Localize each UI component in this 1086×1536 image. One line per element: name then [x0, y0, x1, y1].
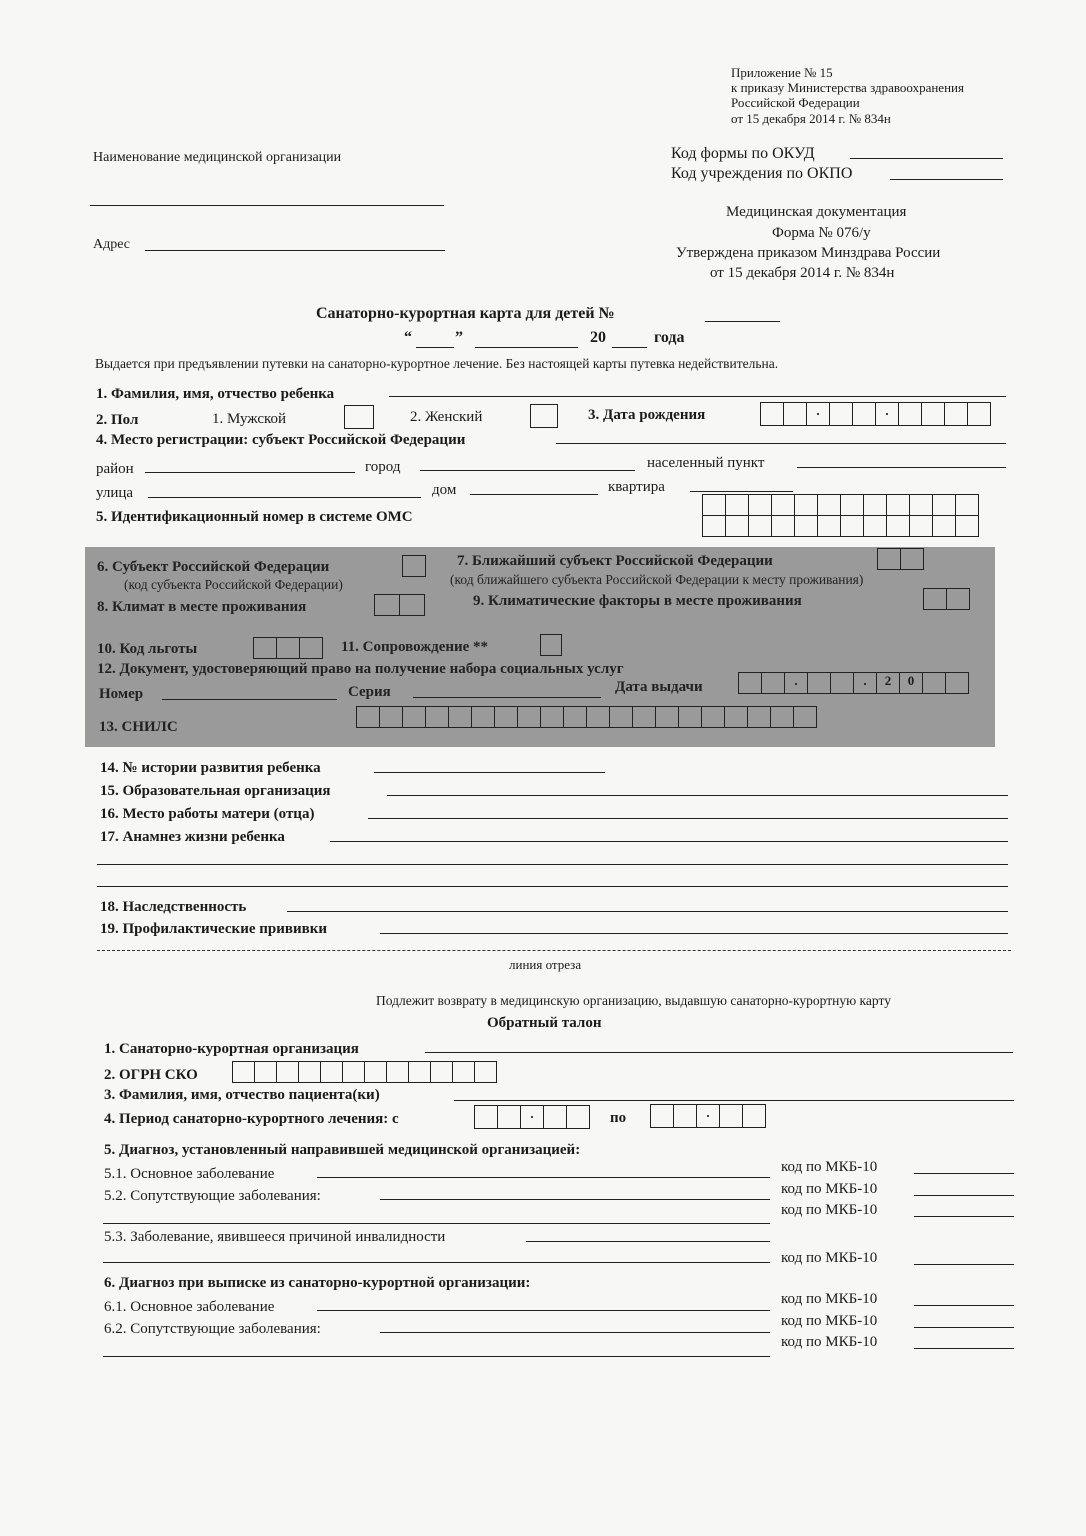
- ogrn-cell[interactable]: [320, 1061, 343, 1083]
- locality-line[interactable]: [797, 467, 1006, 468]
- return-4-label: 4. Период санаторно-курортного лечения: с: [104, 1111, 399, 1127]
- cut-line-label: линия отреза: [509, 957, 582, 972]
- appendix-line-3: Российской Федерации: [731, 95, 860, 110]
- oms-number-cell[interactable]: [955, 515, 979, 537]
- return-2-label: 2. ОГРН СКО: [104, 1067, 198, 1083]
- doc-issue-date-label: Дата выдачи: [615, 679, 703, 695]
- mkb-label-4: код по МКБ-10: [781, 1250, 878, 1266]
- field-10-label: 10. Код льготы: [97, 641, 198, 657]
- sex-female-label: 2. Женский: [410, 409, 483, 425]
- mkb-line-4[interactable]: [914, 1264, 1014, 1265]
- field-14-label: 14. № истории развития ребенка: [100, 760, 321, 776]
- oms-number-cell[interactable]: [702, 494, 726, 516]
- anamnesis-line-1[interactable]: [330, 841, 1008, 842]
- field-18-label: 18. Наследственность: [100, 899, 247, 915]
- return-5-1-label: 5.1. Основное заболевание: [104, 1166, 275, 1182]
- return-5-label: 5. Диагноз, установленный направившей медицинской организацией:: [104, 1142, 581, 1158]
- birth-date-dot-1: .: [806, 402, 830, 426]
- cut-line: [97, 950, 1011, 951]
- field-7-sublabel: (код ближайшего субъекта Российской Федерации к месту проживания): [450, 572, 864, 587]
- snils-cell[interactable]: [586, 706, 610, 728]
- apartment-label: квартира: [608, 479, 665, 495]
- oms-number-cell[interactable]: [909, 494, 933, 516]
- ogrn-cell[interactable]: [232, 1061, 255, 1083]
- ogrn-cell[interactable]: [408, 1061, 431, 1083]
- oms-number-cell[interactable]: [932, 515, 956, 537]
- snils-cell[interactable]: [448, 706, 472, 728]
- oms-number-cell[interactable]: [840, 515, 864, 537]
- field-15-label: 15. Образовательная организация: [100, 783, 331, 799]
- mkb-line-1[interactable]: [914, 1173, 1014, 1174]
- snils-cell[interactable]: [425, 706, 449, 728]
- field-11-label: 11. Сопровождение **: [341, 639, 489, 655]
- issue-year-digit-2: 0: [899, 672, 923, 694]
- card-note: Выдается при предъявлении путевки на санаторно-курортное лечение. Без настоящей карты путевка недействительна.: [95, 356, 779, 371]
- oms-number-cell[interactable]: [863, 494, 887, 516]
- date-month-line[interactable]: [475, 347, 578, 348]
- comorbid-line-2[interactable]: [103, 1223, 770, 1224]
- oms-number-cell[interactable]: [794, 494, 818, 516]
- region-code-box[interactable]: [402, 555, 426, 577]
- year-prefix: 20: [590, 329, 606, 346]
- sex-female-checkbox[interactable]: [530, 404, 558, 428]
- snils-cell[interactable]: [609, 706, 633, 728]
- oms-number-cell[interactable]: [817, 494, 841, 516]
- ogrn-cell[interactable]: [364, 1061, 387, 1083]
- ogrn-cell[interactable]: [452, 1061, 475, 1083]
- escort-checkbox[interactable]: [540, 634, 562, 656]
- field-12-label: 12. Документ, удостоверяющий право на получение набора социальных услуг: [97, 661, 624, 677]
- snils-cell[interactable]: [747, 706, 771, 728]
- mkb-line-2[interactable]: [914, 1195, 1014, 1196]
- return-notice: Подлежит возврату в медицинскую организацию, выдавшую санаторно-курортную карту: [376, 993, 891, 1008]
- doc-number-line[interactable]: [162, 699, 337, 700]
- ogrn-cell[interactable]: [430, 1061, 453, 1083]
- issue-date-dot-1: .: [784, 672, 808, 694]
- ogrn-cell[interactable]: [342, 1061, 365, 1083]
- anamnesis-line-2[interactable]: [97, 864, 1008, 865]
- return-6-label: 6. Диагноз при выписке из санаторно-курортной организации:: [104, 1275, 531, 1291]
- oms-number-cell[interactable]: [863, 515, 887, 537]
- doc-line-2: Форма № 076/у: [772, 225, 871, 241]
- ogrn-cell[interactable]: [298, 1061, 321, 1083]
- date-close-quote: ”: [455, 329, 463, 346]
- mkb-label-1: код по МКБ-10: [781, 1159, 878, 1175]
- district-line[interactable]: [145, 472, 355, 473]
- field-16-label: 16. Место работы матери (отца): [100, 806, 315, 822]
- locality-label: населенный пункт: [647, 455, 765, 471]
- address-line[interactable]: [145, 250, 445, 251]
- street-label: улица: [96, 485, 134, 501]
- snils-cell[interactable]: [356, 706, 380, 728]
- doc-series-line[interactable]: [413, 697, 601, 698]
- mkb-line-3[interactable]: [914, 1216, 1014, 1217]
- heredity-line[interactable]: [287, 911, 1008, 912]
- oms-number-cell[interactable]: [955, 494, 979, 516]
- oms-number-cell[interactable]: [817, 515, 841, 537]
- patient-name-line[interactable]: [454, 1100, 1014, 1101]
- period-to-cells[interactable]: [650, 1104, 765, 1128]
- city-label: город: [365, 459, 401, 475]
- sex-male-checkbox[interactable]: [344, 405, 374, 429]
- oms-number-cell[interactable]: [748, 494, 772, 516]
- oms-number-cell[interactable]: [840, 494, 864, 516]
- field-6-label: 6. Субъект Российской Федерации: [97, 559, 330, 575]
- mkb-line-5[interactable]: [914, 1305, 1014, 1306]
- snils-cell[interactable]: [379, 706, 403, 728]
- doc-series-label: Серия: [348, 684, 391, 700]
- okud-line[interactable]: [850, 158, 1003, 159]
- org-name-label: Наименование медицинской организации: [93, 150, 342, 165]
- return-1-label: 1. Санаторно-курортная организация: [104, 1041, 359, 1057]
- field-7-label: 7. Ближайший субъект Российской Федерации: [457, 553, 773, 569]
- benefit-code-cells[interactable]: [253, 637, 322, 659]
- oms-number-cell[interactable]: [794, 515, 818, 537]
- card-number-line[interactable]: [705, 321, 780, 322]
- oms-number-cell[interactable]: [748, 515, 772, 537]
- oms-number-cell[interactable]: [702, 515, 726, 537]
- date-open-quote: “: [404, 329, 412, 346]
- house-label: дом: [432, 482, 457, 498]
- oms-number-cell[interactable]: [725, 515, 749, 537]
- ogrn-cell[interactable]: [386, 1061, 409, 1083]
- date-day-line[interactable]: [416, 347, 454, 348]
- discharge-comorbid-line-2[interactable]: [103, 1356, 770, 1357]
- doc-line-4: от 15 декабря 2014 г. № 834н: [710, 265, 895, 281]
- ogrn-cell[interactable]: [276, 1061, 299, 1083]
- snils-cell[interactable]: [701, 706, 725, 728]
- field-5-label: 5. Идентификационный номер в системе ОМС: [96, 509, 413, 525]
- snils-cell[interactable]: [563, 706, 587, 728]
- okpo-line[interactable]: [890, 179, 1003, 180]
- issue-year-digit-1: 2: [876, 672, 900, 694]
- history-number-line[interactable]: [374, 772, 605, 773]
- house-line[interactable]: [470, 494, 598, 495]
- city-line[interactable]: [420, 470, 635, 471]
- snils-cell[interactable]: [632, 706, 656, 728]
- period-to-label: по: [610, 1110, 627, 1126]
- field-13-label: 13. СНИЛС: [99, 719, 178, 735]
- field-1-label: 1. Фамилия, имя, отчество ребенка: [96, 386, 335, 402]
- oms-number-cell[interactable]: [771, 494, 795, 516]
- field-8-label: 8. Климат в месте проживания: [97, 599, 307, 615]
- mkb-label-3: код по МКБ-10: [781, 1202, 878, 1218]
- org-name-line[interactable]: [90, 205, 444, 206]
- mkb-label-6: код по МКБ-10: [781, 1313, 878, 1329]
- date-year-line[interactable]: [612, 347, 647, 348]
- parent-work-line[interactable]: [368, 818, 1008, 819]
- anamnesis-line-3[interactable]: [97, 886, 1008, 887]
- doc-line-3: Утверждена приказом Минздрава России: [676, 245, 941, 261]
- child-name-line[interactable]: [389, 396, 1006, 397]
- birth-date-dot-2: .: [875, 402, 899, 426]
- apartment-line[interactable]: [690, 491, 793, 492]
- mkb-label-7: код по МКБ-10: [781, 1334, 878, 1350]
- birth-date-cells[interactable]: [760, 402, 990, 426]
- field-3-label: 3. Дата рождения: [588, 407, 706, 423]
- field-17-label: 17. Анамнез жизни ребенка: [100, 829, 285, 845]
- oms-number-cell[interactable]: [771, 515, 795, 537]
- snils-cell[interactable]: [494, 706, 518, 728]
- appendix-line-2: к приказу Министерства здравоохранения: [731, 80, 964, 95]
- discharge-comorbid-line-1[interactable]: [380, 1332, 770, 1333]
- return-6-1-label: 6.1. Основное заболевание: [104, 1299, 275, 1315]
- appendix-line-1: Приложение № 15: [731, 65, 833, 80]
- discharge-main-line[interactable]: [317, 1310, 770, 1311]
- mkb-label-2: код по МКБ-10: [781, 1181, 878, 1197]
- ogrn-cell[interactable]: [254, 1061, 277, 1083]
- period-from-dot: .: [520, 1105, 544, 1129]
- sanatorium-org-line[interactable]: [425, 1052, 1013, 1053]
- oms-number-cell[interactable]: [886, 494, 910, 516]
- street-line[interactable]: [148, 497, 421, 498]
- return-5-3-label: 5.3. Заболевание, явившееся причиной инвалидности: [104, 1229, 446, 1245]
- issue-date-dot-2: .: [853, 672, 877, 694]
- climate-cells[interactable]: [374, 594, 424, 616]
- climate-factors-cells[interactable]: [923, 588, 969, 610]
- field-9-label: 9. Климатические факторы в месте проживания: [473, 593, 802, 609]
- doc-line-1: Медицинская документация: [726, 204, 907, 220]
- return-6-2-label: 6.2. Сопутствующие заболевания:: [104, 1321, 321, 1337]
- okpo-label: Код учреждения по ОКПО: [671, 165, 853, 182]
- sex-male-label: 1. Мужской: [212, 411, 287, 427]
- comorbid-line-1[interactable]: [380, 1199, 770, 1200]
- ogrn-cell[interactable]: [474, 1061, 497, 1083]
- snils-cell[interactable]: [770, 706, 794, 728]
- card-title: Санаторно-курортная карта для детей №: [316, 305, 615, 322]
- field-4-label: 4. Место регистрации: субъект Российской Федерации: [96, 432, 466, 448]
- snils-cell[interactable]: [724, 706, 748, 728]
- issue-date-cells[interactable]: [738, 672, 968, 694]
- return-slip-title: Обратный талон: [487, 1015, 602, 1031]
- disability-cause-line[interactable]: [526, 1241, 770, 1242]
- return-5-2-label: 5.2. Сопутствующие заболевания:: [104, 1188, 321, 1204]
- field-19-label: 19. Профилактические прививки: [100, 921, 328, 937]
- period-from-cells[interactable]: [474, 1105, 589, 1129]
- appendix-line-4: от 15 декабря 2014 г. № 834н: [731, 111, 891, 126]
- snils-cell[interactable]: [517, 706, 541, 728]
- return-3-label: 3. Фамилия, имя, отчество пациента(ки): [104, 1087, 380, 1103]
- oms-number-cell[interactable]: [932, 494, 956, 516]
- snils-cell[interactable]: [471, 706, 495, 728]
- mkb-line-6[interactable]: [914, 1327, 1014, 1328]
- snils-cell[interactable]: [655, 706, 679, 728]
- year-suffix: года: [654, 329, 685, 346]
- period-to-dot: .: [696, 1104, 720, 1128]
- main-disease-line[interactable]: [317, 1177, 770, 1178]
- snils-cell[interactable]: [678, 706, 702, 728]
- snils-cell[interactable]: [402, 706, 426, 728]
- field-6-sublabel: (код субъекта Российской Федерации): [124, 577, 343, 592]
- region-line[interactable]: [556, 443, 1006, 444]
- disability-cause-line-2[interactable]: [103, 1262, 770, 1263]
- nearest-region-cells[interactable]: [877, 548, 923, 570]
- snils-cell[interactable]: [793, 706, 817, 728]
- address-label: Адрес: [93, 237, 131, 252]
- mkb-line-7[interactable]: [914, 1348, 1014, 1349]
- district-label: район: [96, 461, 134, 477]
- vaccinations-line[interactable]: [380, 933, 1008, 934]
- field-2-label: 2. Пол: [96, 412, 139, 428]
- oms-number-cell[interactable]: [909, 515, 933, 537]
- mkb-label-5: код по МКБ-10: [781, 1291, 878, 1307]
- doc-number-label: Номер: [99, 686, 144, 702]
- snils-cell[interactable]: [540, 706, 564, 728]
- oms-number-cell[interactable]: [886, 515, 910, 537]
- okud-label: Код формы по ОКУД: [671, 145, 815, 162]
- education-org-line[interactable]: [387, 795, 1008, 796]
- oms-number-cell[interactable]: [725, 494, 749, 516]
